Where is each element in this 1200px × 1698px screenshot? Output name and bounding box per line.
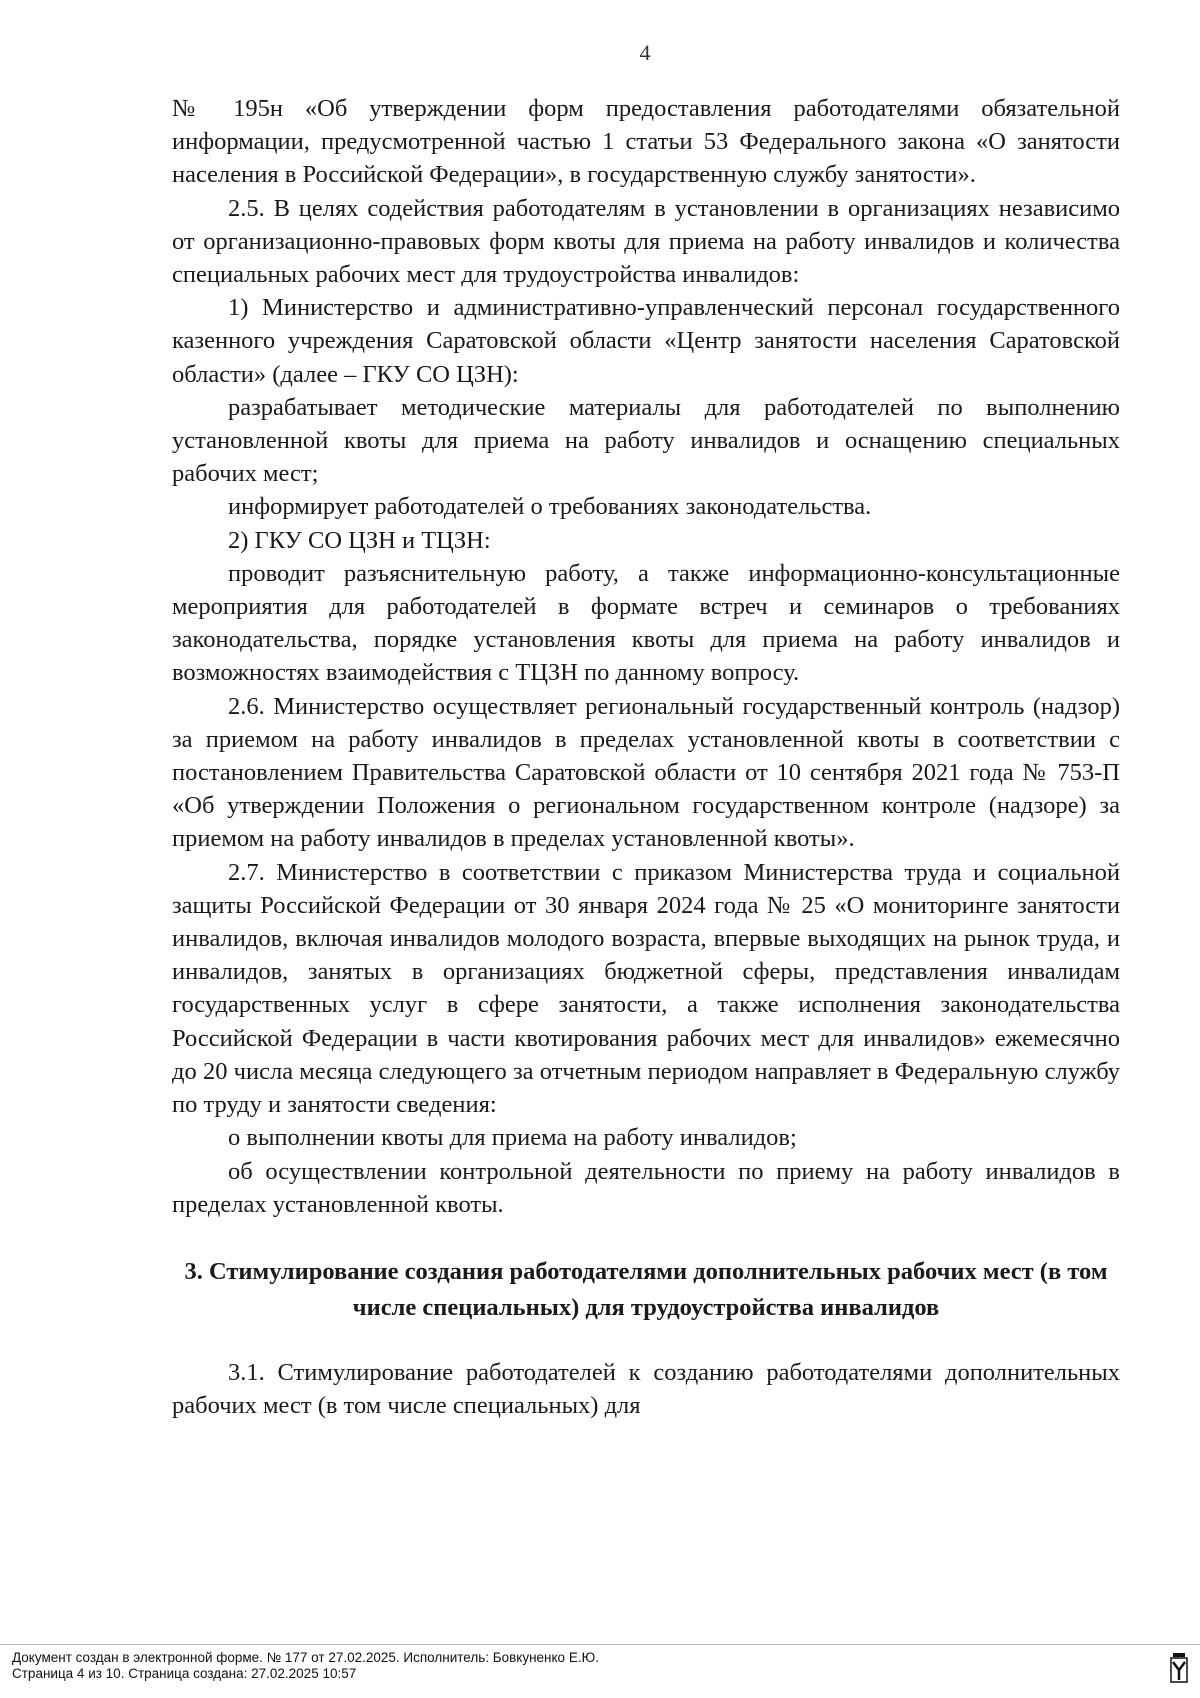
document-footer	[12, 1650, 599, 1682]
regional-emblem-icon	[1168, 1652, 1190, 1688]
paragraph-continuation: № 195н «Об утверждении форм предоставления работодателями обязательной информации, предусмотренной частью 1 статьи 53 Федерального закона «О занятости населения в Российской Федерации», в государственную службу занятости».	[172, 95, 1120, 189]
page-number: 4	[639, 40, 651, 65]
footer-line-1: Документ создан в электронной форме. № 177 от 27.02.2025. Исполнитель: Бовкуненко Е.Ю.	[12, 1650, 599, 1665]
footer-divider	[0, 1644, 1200, 1645]
footer-line-2: Страница 4 из 10. Страница создана: 27.02.2025 10:57	[12, 1666, 357, 1681]
paragraph-control-activity: об осуществлении контрольной деятельности по приему на работу инвалидов в пределах установленной квоты.	[172, 1157, 1120, 1218]
paragraph-2-6: 2.6. Министерство осуществляет региональный государственный контроль (надзор) за приемом на работу инвалидов в пределах установленной квоты в соответствии с постановлением Правительства Саратовской области от 10 сентября 2021 года № 753-П «Об утверждении Положения о региональном государственном контроле (надзоре) за приемом на работу инвалидов в пределах установленной квоты».	[172, 692, 1120, 853]
paragraph-2-7: 2.7. Министерство в соответствии с приказом Министерства труда и социальной защиты Российской Федерации от 30 января 2024 года № 25 «О мониторинге занятости инвалидов, включая инвалидов молодого возраста, впервые выходящих на рынок труда, и инвалидов, занятых в организациях бюджетной сферы, представления инвалидам государственных услуг в сфере занятости, а также исполнения законодательства Российской Федерации в части квотирования рабочих мест для инвалидов» ежемесячно до 20 числа месяца следующего за отчетным периодом направляет в Федеральную службу по труду и занятости сведения:	[172, 858, 1120, 1119]
paragraph-3-1: 3.1. Стимулирование работодателей к созданию работодателями дополнительных рабочих мест (в том числе специальных) для	[172, 1358, 1120, 1420]
paragraph-item-1: 1) Министерство и административно-управленческий персонал государственного казенного учреждения Саратовской области «Центр занятости населения Саратовской области» (далее – ГКУ СО ЦЗН):	[172, 294, 1120, 388]
paragraph-conducts: проводит разъяснительную работу, а также информационно-консультационные мероприятия для работодателей в формате встреч и семинаров о требованиях законодательства, порядке установления квоты для приема на работу инвалидов и возможностях взаимодействия с ТЦЗН по данному вопросу.	[172, 559, 1120, 687]
paragraph-informs: информирует работодателей о требованиях законодательства.	[228, 493, 872, 521]
paragraph-item-2: 2) ГКУ СО ЦЗН и ТЦЗН:	[228, 526, 491, 554]
paragraph-quota-fulfillment: о выполнении квоты для приема на работу инвалидов;	[228, 1124, 797, 1152]
paragraph-develops: разрабатывает методические материалы для работодателей по выполнению установленной квоты для приема на работу инвалидов и оснащению специальных рабочих мест;	[172, 393, 1120, 488]
document-body	[172, 92, 1120, 1422]
section-heading: 3. Стимулирование создания работодателями дополнительных рабочих мест (в том числе специальных) для трудоустройства инвалидов	[184, 1257, 1108, 1321]
paragraph-2-5: 2.5. В целях содействия работодателям в установлении в организациях независимо от организационно-правовых форм квоты для приема на работу инвалидов и количества специальных рабочих мест для трудоустройства инвалидов:	[172, 194, 1120, 289]
